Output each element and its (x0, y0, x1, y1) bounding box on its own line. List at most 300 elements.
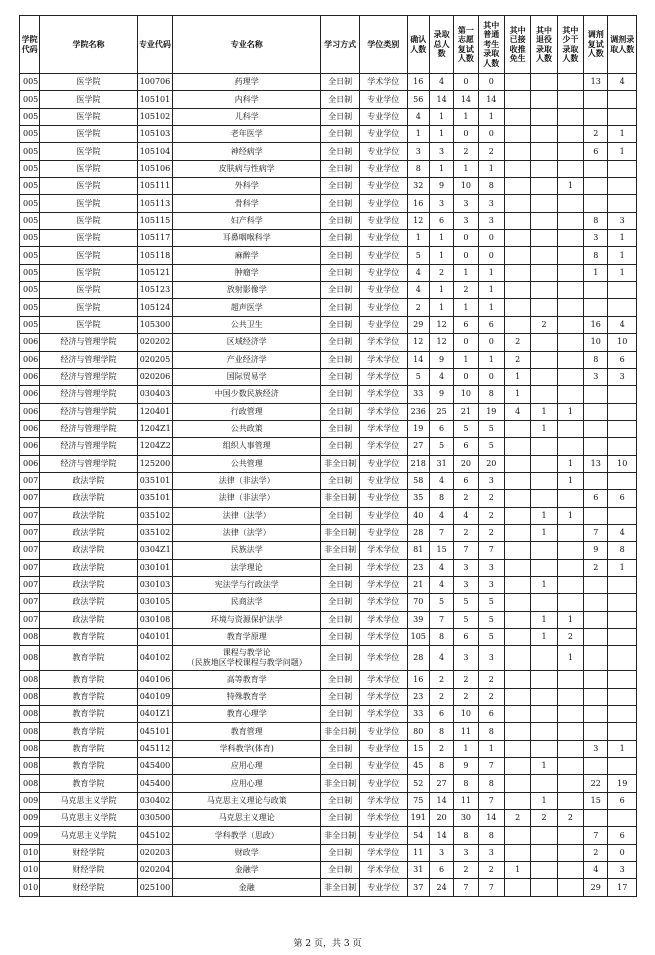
table-cell: 医学院 (40, 282, 137, 299)
column-header: 确认人数 (407, 16, 429, 74)
column-header: 其中退役录取人数 (531, 16, 557, 74)
table-cell (557, 160, 583, 177)
table-cell: 1 (531, 758, 557, 775)
table-cell (504, 316, 530, 333)
table-cell: 3 (454, 646, 478, 671)
table-cell: 7 (478, 792, 504, 809)
table-cell: 老年医学 (173, 126, 321, 143)
table-cell: 学术学位 (359, 403, 407, 420)
table-cell: 1 (429, 282, 453, 299)
table-cell (504, 723, 530, 740)
table-cell: 006 (20, 455, 40, 472)
table-cell: 1 (531, 611, 557, 628)
table-cell: 020205 (137, 351, 173, 368)
table-cell (531, 723, 557, 740)
table-cell: 8 (478, 178, 504, 195)
table-cell (608, 810, 637, 827)
table-cell: 17 (608, 879, 637, 896)
table-cell: 4 (429, 646, 453, 671)
table-cell (557, 351, 583, 368)
table-cell: 政法学院 (40, 507, 137, 524)
table-cell: 3 (478, 472, 504, 489)
table-cell: 007 (20, 490, 40, 507)
table-cell: 放射影像学 (173, 282, 321, 299)
table-cell: 宪法学与行政法学 (173, 576, 321, 593)
table-row (20, 420, 637, 437)
table-cell: 14 (407, 351, 429, 368)
column-header: 学院名称 (40, 16, 137, 74)
table-cell: 1 (557, 507, 583, 524)
table-cell (584, 594, 608, 611)
table-cell (531, 178, 557, 195)
table-cell (584, 420, 608, 437)
table-cell (557, 542, 583, 559)
table-cell: 4 (429, 368, 453, 385)
table-cell: 007 (20, 559, 40, 576)
table-cell: 105124 (137, 299, 173, 316)
table-cell: 007 (20, 594, 40, 611)
table-cell (504, 438, 530, 455)
table-cell (557, 316, 583, 333)
table-cell: 19 (407, 420, 429, 437)
table-cell: 医学院 (40, 126, 137, 143)
table-cell: 56 (407, 91, 429, 108)
table-cell (531, 688, 557, 705)
table-cell: 全日制 (321, 646, 360, 671)
table-cell: 政法学院 (40, 490, 137, 507)
table-row (20, 230, 637, 247)
table-cell: 29 (584, 879, 608, 896)
table-cell: 025100 (137, 879, 173, 896)
table-cell (531, 775, 557, 792)
table-cell: 2 (454, 862, 478, 879)
table-cell: 全日制 (321, 403, 360, 420)
table-cell: 005 (20, 178, 40, 195)
table-cell: 4 (407, 282, 429, 299)
table-cell: 全日制 (321, 212, 360, 229)
table-cell: 全日制 (321, 611, 360, 628)
table-cell: 12 (429, 334, 453, 351)
table-cell: 医学院 (40, 195, 137, 212)
table-cell: 教育学原理 (173, 629, 321, 646)
table-cell: 民族法学 (173, 542, 321, 559)
table-cell: 6 (429, 420, 453, 437)
table-cell: 030500 (137, 810, 173, 827)
table-cell: 10 (454, 706, 478, 723)
table-cell: 3 (478, 559, 504, 576)
table-cell: 医学院 (40, 247, 137, 264)
table-row (20, 758, 637, 775)
table-cell: 8 (429, 758, 453, 775)
table-cell (504, 212, 530, 229)
table-cell: 2 (429, 264, 453, 281)
table-cell: 肿瘤学 (173, 264, 321, 281)
table-cell: 学术学位 (359, 671, 407, 688)
table-cell (584, 403, 608, 420)
table-cell: 1 (478, 740, 504, 757)
table-cell: 005 (20, 126, 40, 143)
table-cell (608, 758, 637, 775)
table-cell: 神经病学 (173, 143, 321, 160)
column-header: 第一志愿复试人数 (454, 16, 478, 74)
table-cell (531, 334, 557, 351)
table-cell: 学术学位 (359, 688, 407, 705)
table-cell: 1 (531, 576, 557, 593)
table-cell: 教育学院 (40, 671, 137, 688)
table-cell: 学术学位 (359, 559, 407, 576)
table-cell: 8 (454, 775, 478, 792)
table-cell: 全日制 (321, 862, 360, 879)
table-cell: 040101 (137, 629, 173, 646)
table-cell (608, 178, 637, 195)
table-cell: 全日制 (321, 282, 360, 299)
table-cell: 2 (478, 143, 504, 160)
table-cell: 专业学位 (359, 299, 407, 316)
table-cell: 105106 (137, 160, 173, 177)
table-cell: 全日制 (321, 559, 360, 576)
table-cell: 全日制 (321, 758, 360, 775)
table-cell: 6 (429, 862, 453, 879)
table-cell: 专业学位 (359, 490, 407, 507)
table-cell: 学术学位 (359, 646, 407, 671)
table-row (20, 740, 637, 757)
table-cell: 2 (454, 524, 478, 541)
table-cell: 1 (454, 160, 478, 177)
table-cell: 全日制 (321, 629, 360, 646)
table-row (20, 126, 637, 143)
table-cell: 2 (504, 810, 530, 827)
table-cell (531, 247, 557, 264)
table-cell: 8 (429, 490, 453, 507)
table-cell: 14 (429, 91, 453, 108)
table-cell (504, 126, 530, 143)
table-cell: 3 (608, 212, 637, 229)
table-cell: 27 (429, 775, 453, 792)
table-cell: 5 (454, 420, 478, 437)
table-cell: 6 (429, 706, 453, 723)
table-cell: 全日制 (321, 472, 360, 489)
table-cell: 007 (20, 611, 40, 628)
table-cell: 医学院 (40, 143, 137, 160)
table-row (20, 195, 637, 212)
table-cell: 8 (584, 212, 608, 229)
table-cell: 法学理论 (173, 559, 321, 576)
table-cell: 13 (584, 74, 608, 91)
table-cell: 5 (478, 611, 504, 628)
table-cell: 3 (478, 212, 504, 229)
table-cell: 专业学位 (359, 264, 407, 281)
table-cell: 007 (20, 507, 40, 524)
table-cell: 6 (454, 438, 478, 455)
table-cell: 全日制 (321, 368, 360, 385)
table-cell: 专业学位 (359, 282, 407, 299)
table-cell (608, 386, 637, 403)
table-cell: 专业学位 (359, 455, 407, 472)
table-cell: 0 (454, 368, 478, 385)
table-cell: 全日制 (321, 386, 360, 403)
table-cell: 经济与管理学院 (40, 368, 137, 385)
table-cell (557, 282, 583, 299)
table-cell: 3 (454, 559, 478, 576)
table-cell: 120401 (137, 403, 173, 420)
table-cell: 学术学位 (359, 810, 407, 827)
table-cell: 29 (407, 316, 429, 333)
table-cell: 妇产科学 (173, 212, 321, 229)
table-cell: 2 (478, 862, 504, 879)
table-cell: 21 (407, 576, 429, 593)
table-cell: 2 (478, 490, 504, 507)
table-cell: 040109 (137, 688, 173, 705)
table-cell: 9 (454, 758, 478, 775)
table-cell (608, 160, 637, 177)
table-cell: 0 (478, 368, 504, 385)
table-cell: 6 (584, 143, 608, 160)
table-cell (584, 178, 608, 195)
table-cell: 专业学位 (359, 143, 407, 160)
table-row (20, 844, 637, 861)
table-cell: 035101 (137, 490, 173, 507)
table-cell (531, 455, 557, 472)
table-cell: 政法学院 (40, 524, 137, 541)
table-cell (504, 455, 530, 472)
table-cell: 学术学位 (359, 706, 407, 723)
table-cell: 医学院 (40, 299, 137, 316)
table-cell: 学术学位 (359, 542, 407, 559)
table-cell: 030105 (137, 594, 173, 611)
table-cell: 030103 (137, 576, 173, 593)
table-cell: 全日制 (321, 438, 360, 455)
table-cell (531, 143, 557, 160)
table-cell: 教育学院 (40, 758, 137, 775)
table-cell: 8 (407, 160, 429, 177)
table-cell: 0401Z1 (137, 706, 173, 723)
table-cell: 020206 (137, 368, 173, 385)
table-cell: 10 (454, 386, 478, 403)
table-cell (584, 299, 608, 316)
table-row (20, 438, 637, 455)
table-cell: 105115 (137, 212, 173, 229)
table-cell (531, 671, 557, 688)
table-cell: 全日制 (321, 576, 360, 593)
table-cell: 区域经济学 (173, 334, 321, 351)
table-cell: 12 (429, 316, 453, 333)
table-cell: 008 (20, 775, 40, 792)
table-cell (557, 792, 583, 809)
table-cell: 1 (531, 507, 557, 524)
table-row (20, 879, 637, 896)
table-cell: 1 (478, 264, 504, 281)
table-cell: 经济与管理学院 (40, 420, 137, 437)
table-cell (531, 264, 557, 281)
table-cell (584, 646, 608, 671)
table-body (20, 74, 637, 897)
table-cell (608, 420, 637, 437)
table-cell: 全日制 (321, 594, 360, 611)
table-cell: 1 (531, 403, 557, 420)
column-header: 其中已接收推免生 (504, 16, 530, 74)
table-row (20, 775, 637, 792)
table-cell: 3 (478, 576, 504, 593)
table-cell: 2 (454, 282, 478, 299)
table-cell: 24 (429, 879, 453, 896)
table-cell: 81 (407, 542, 429, 559)
table-cell: 学术学位 (359, 576, 407, 593)
table-cell: 2 (429, 740, 453, 757)
table-cell: 12 (407, 212, 429, 229)
table-row (20, 368, 637, 385)
table-cell: 1 (608, 247, 637, 264)
table-cell: 1204Z1 (137, 420, 173, 437)
table-cell: 16 (584, 316, 608, 333)
table-cell: 高等教育学 (173, 671, 321, 688)
table-cell: 0 (608, 844, 637, 861)
table-cell (557, 91, 583, 108)
table-cell: 1 (478, 351, 504, 368)
table-cell: 008 (20, 646, 40, 671)
table-cell: 125200 (137, 455, 173, 472)
table-cell (557, 758, 583, 775)
admissions-table (19, 15, 637, 897)
column-header: 调剂复试人数 (584, 16, 608, 74)
table-cell: 学术学位 (359, 386, 407, 403)
table-cell: 045101 (137, 723, 173, 740)
table-cell (608, 282, 637, 299)
table-cell: 2 (478, 671, 504, 688)
table-cell: 16 (407, 74, 429, 91)
table-cell: 3 (584, 368, 608, 385)
table-cell: 008 (20, 629, 40, 646)
table-cell: 191 (407, 810, 429, 827)
table-cell: 专业学位 (359, 316, 407, 333)
table-cell: 骨科学 (173, 195, 321, 212)
table-cell (608, 671, 637, 688)
table-cell: 7 (429, 611, 453, 628)
table-cell: 1 (504, 368, 530, 385)
table-cell: 教育学院 (40, 706, 137, 723)
table-cell: 专业学位 (359, 108, 407, 125)
table-cell: 005 (20, 299, 40, 316)
table-cell (504, 879, 530, 896)
table-cell: 006 (20, 334, 40, 351)
table-cell: 法律（法学） (173, 507, 321, 524)
table-cell: 2 (478, 507, 504, 524)
table-row (20, 810, 637, 827)
table-cell: 2 (478, 688, 504, 705)
table-cell: 学术学位 (359, 74, 407, 91)
table-cell: 8 (608, 542, 637, 559)
table-cell (557, 108, 583, 125)
table-cell: 组织人事管理 (173, 438, 321, 455)
table-cell: 035102 (137, 524, 173, 541)
table-cell: 16 (407, 671, 429, 688)
table-cell: 0 (478, 74, 504, 91)
table-cell: 全日制 (321, 160, 360, 177)
table-cell: 54 (407, 827, 429, 844)
table-cell (557, 827, 583, 844)
table-cell: 学术学位 (359, 611, 407, 628)
table-cell: 学术学位 (359, 420, 407, 437)
table-cell: 专业学位 (359, 472, 407, 489)
table-cell: 9 (429, 351, 453, 368)
table-row (20, 334, 637, 351)
table-cell (531, 195, 557, 212)
table-cell: 全日制 (321, 740, 360, 757)
table-cell: 14 (429, 792, 453, 809)
table-cell (504, 247, 530, 264)
table-cell (504, 195, 530, 212)
table-cell: 全日制 (321, 844, 360, 861)
table-cell: 12 (407, 334, 429, 351)
table-cell: 105123 (137, 282, 173, 299)
table-cell: 4 (504, 403, 530, 420)
column-header: 学院代码 (20, 16, 40, 74)
table-cell: 4 (429, 472, 453, 489)
table-cell: 皮肤病与性病学 (173, 160, 321, 177)
table-cell: 3 (454, 844, 478, 861)
table-cell: 1 (584, 264, 608, 281)
table-cell: 中国少数民族经济 (173, 386, 321, 403)
table-cell: 医学院 (40, 108, 137, 125)
table-cell: 4 (407, 264, 429, 281)
table-cell: 020203 (137, 844, 173, 861)
table-cell: 7 (454, 542, 478, 559)
table-cell: 专业学位 (359, 126, 407, 143)
table-cell: 1204Z2 (137, 438, 173, 455)
table-cell (504, 844, 530, 861)
table-cell: 全日制 (321, 126, 360, 143)
table-cell: 105111 (137, 178, 173, 195)
table-cell: 31 (407, 862, 429, 879)
table-cell: 教育学院 (40, 775, 137, 792)
table-cell (557, 334, 583, 351)
table-cell (584, 91, 608, 108)
table-cell: 6 (608, 490, 637, 507)
page-footer: 第 2 页，共 3 页 (293, 939, 362, 949)
table-cell: 4 (608, 316, 637, 333)
table-cell: 非全日制 (321, 490, 360, 507)
table-cell: 15 (429, 542, 453, 559)
table-row (20, 792, 637, 809)
table-cell (531, 212, 557, 229)
table-cell: 14 (478, 91, 504, 108)
table-cell: 1 (608, 559, 637, 576)
table-cell (557, 126, 583, 143)
table-cell: 政法学院 (40, 542, 137, 559)
table-cell: 2 (478, 524, 504, 541)
table-cell: 全日制 (321, 195, 360, 212)
table-cell (584, 671, 608, 688)
table-cell: 政法学院 (40, 594, 137, 611)
table-cell: 005 (20, 195, 40, 212)
table-cell: 全日制 (321, 688, 360, 705)
table-cell: 药理学 (173, 74, 321, 91)
table-cell: 政法学院 (40, 611, 137, 628)
table-cell (557, 74, 583, 91)
table-cell (608, 594, 637, 611)
table-cell: 035102 (137, 507, 173, 524)
table-cell (584, 758, 608, 775)
table-cell (557, 143, 583, 160)
table-cell: 4 (429, 559, 453, 576)
table-cell (504, 143, 530, 160)
table-cell (504, 646, 530, 671)
table-cell: 法律（非法学） (173, 490, 321, 507)
table-cell (557, 594, 583, 611)
table-cell: 1 (454, 264, 478, 281)
table-cell: 3 (407, 143, 429, 160)
table-cell: 学术学位 (359, 844, 407, 861)
table-cell: 1 (557, 403, 583, 420)
